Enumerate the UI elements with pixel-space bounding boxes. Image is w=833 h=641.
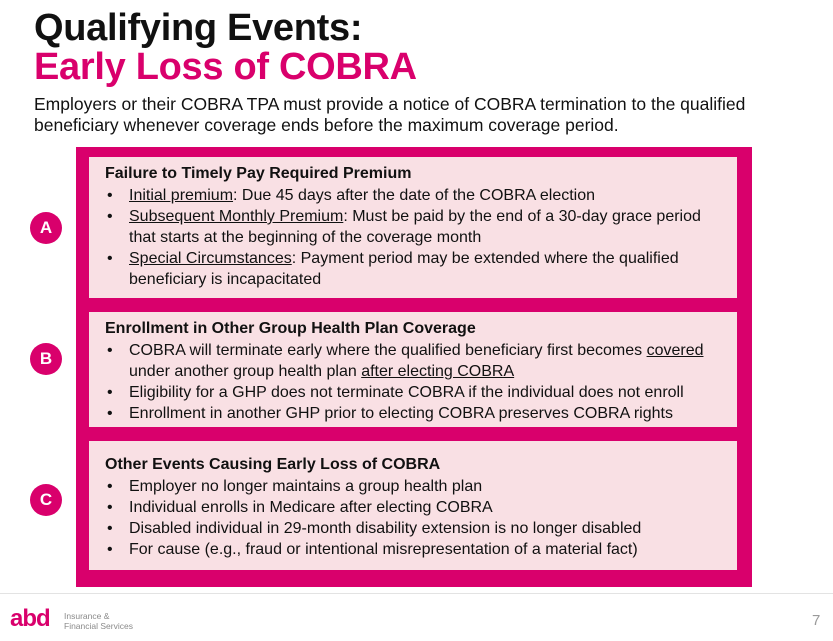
list-item: • Eligibility for a GHP does not terminate COBRA if the individual does not enroll [107, 384, 684, 401]
section-b-heading: Enrollment in Other Group Health Plan Coverage [105, 320, 476, 337]
badge-a: A [30, 212, 62, 244]
list-item: • Disabled individual in 29-month disability extension is no longer disabled [107, 520, 642, 537]
list-item: • Employer no longer maintains a group health plan [107, 478, 483, 495]
section-c-heading: Other Events Causing Early Loss of COBRA [105, 456, 441, 473]
badge-c: C [30, 484, 62, 516]
list-item: • Individual enrolls in Medicare after electing COBRA [107, 499, 493, 516]
list-item: • For cause (e.g., fraud or intentional misrepresentation of a material fact) [107, 541, 638, 558]
section-c-box [89, 441, 737, 570]
list-item: • Enrollment in another GHP prior to electing COBRA preserves COBRA rights [107, 405, 673, 422]
section-a-list [105, 185, 721, 290]
section-b-box [89, 312, 737, 427]
list-item: • Initial premium: Due 45 days after the date of the COBRA election [107, 187, 596, 204]
list-item: • COBRA will terminate early where the qualified beneficiary first becomes covered under another group health plan after electing COBRA [107, 342, 704, 380]
footer-divider [0, 593, 833, 594]
section-b-list [105, 340, 721, 424]
intro-text: Employers or their COBRA TPA must provide a notice of COBRA termination to the qualified beneficiary whenever coverage ends before the maximum coverage period. [34, 94, 746, 135]
list-item: • Special Circumstances: Payment period may be extended where the qualified beneficiary is incapacitated [107, 250, 679, 288]
title-line-2: Early Loss of COBRA [34, 46, 417, 88]
abd-logo [10, 605, 62, 631]
title-line-1: Qualifying Events: [34, 7, 363, 49]
section-a-heading: Failure to Timely Pay Required Premium [105, 165, 412, 182]
svg-text:abd: abd [10, 605, 50, 631]
logo-tagline: Insurance & Financial Services [64, 611, 133, 631]
section-a-box [89, 157, 737, 298]
badge-b: B [30, 343, 62, 375]
page-number: 7 [812, 612, 821, 629]
section-c-list [105, 476, 721, 560]
list-item: • Subsequent Monthly Premium: Must be paid by the end of a 30-day grace period that starts at the beginning of the coverage month [107, 208, 701, 246]
